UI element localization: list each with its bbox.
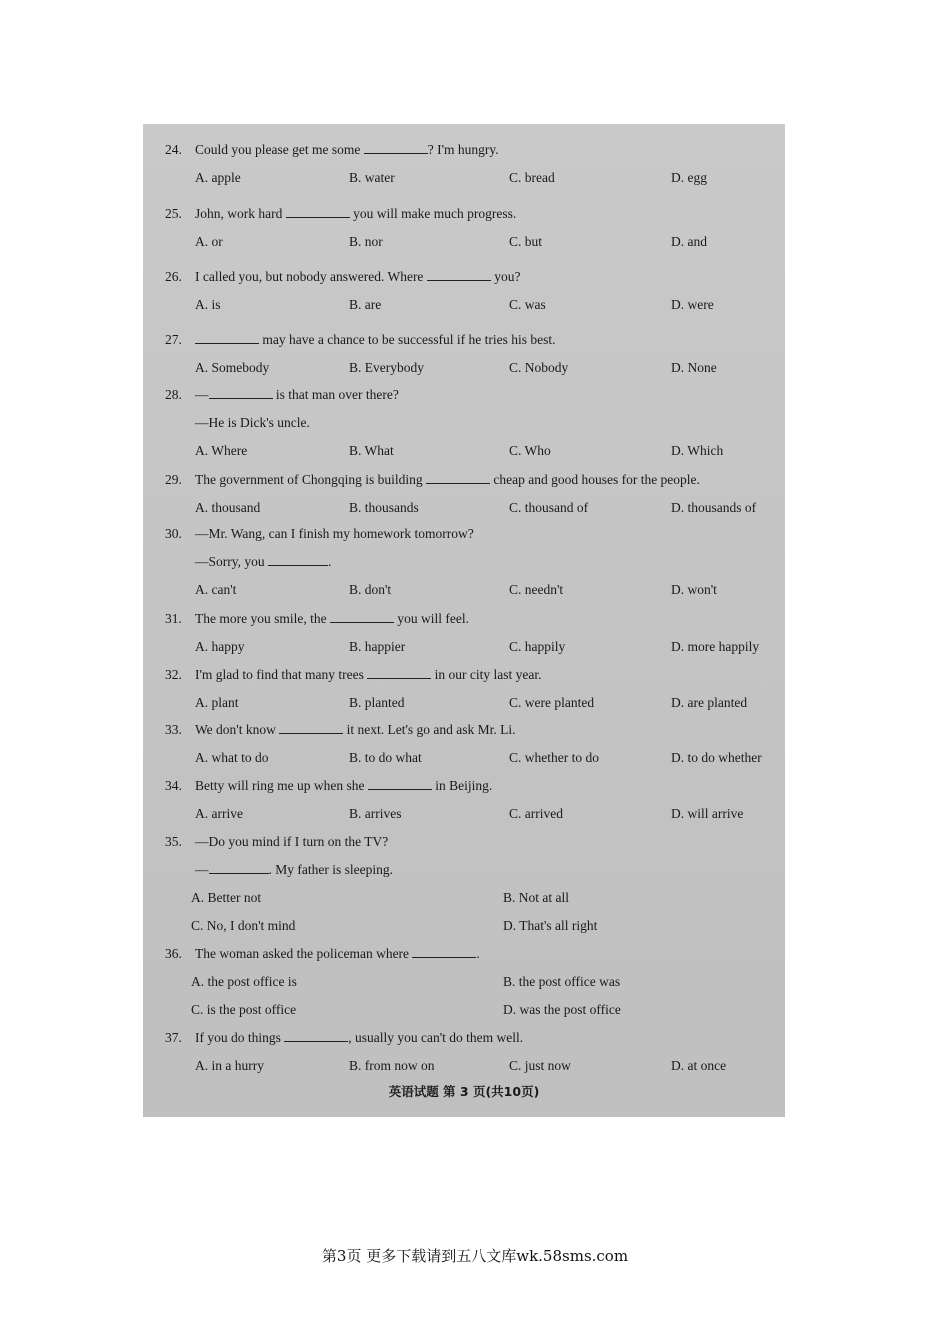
question-stem	[195, 778, 492, 794]
answer-blank[interactable]	[286, 206, 350, 218]
option-b[interactable]: B. What	[349, 443, 394, 458]
question-number: 31.	[165, 611, 182, 626]
option-d[interactable]: D. thousands of	[671, 500, 757, 515]
question-number: 36.	[165, 946, 182, 961]
reply-before: —	[195, 862, 209, 877]
question-number: 24.	[165, 142, 182, 157]
stem-before: —	[195, 387, 209, 402]
option-c[interactable]: C. Nobody	[509, 360, 569, 375]
option-c[interactable]: C. arrived	[509, 806, 563, 821]
question-stem	[195, 611, 469, 627]
option-a[interactable]: A. is	[195, 297, 221, 312]
option-a[interactable]: A. can't	[195, 582, 237, 597]
answer-blank[interactable]	[364, 142, 428, 154]
stem-after: in Beijing.	[431, 778, 493, 793]
download-footer: 第3页 更多下载请到五八文库wk.58sms.com	[321, 1247, 629, 1265]
question-number: 27.	[165, 332, 182, 347]
answer-blank[interactable]	[209, 862, 269, 874]
question-number: 35.	[165, 834, 182, 849]
answer-blank[interactable]	[209, 387, 273, 399]
stem-after: cheap and good houses for the people.	[489, 472, 700, 487]
answer-blank[interactable]	[367, 667, 431, 679]
stem-after: , usually you can't do them well.	[348, 1030, 524, 1045]
stem-before: I'm glad to find that many trees	[195, 667, 368, 682]
stem-before: The government of Chongqing is building	[195, 472, 426, 487]
question-stem	[195, 332, 556, 348]
option-a[interactable]: A. Better not	[191, 890, 262, 905]
reply-before: —Sorry, you	[195, 554, 268, 569]
option-c[interactable]: C. thousand of	[509, 500, 589, 515]
option-d[interactable]: D. to do whether	[671, 750, 762, 765]
reply-after: .	[328, 554, 332, 569]
option-c[interactable]: C. needn't	[509, 582, 564, 597]
answer-blank[interactable]	[268, 554, 328, 566]
question-stem	[195, 269, 520, 285]
option-b[interactable]: B. thousands	[349, 500, 419, 515]
option-d[interactable]: D. won't	[671, 582, 717, 597]
question-stem	[195, 667, 542, 683]
question-stem	[195, 206, 516, 222]
stem-after: you?	[490, 269, 521, 284]
option-b[interactable]: B. water	[349, 170, 395, 185]
option-d[interactable]: D. will arrive	[671, 806, 744, 821]
question-stem	[195, 722, 516, 738]
option-d[interactable]: D. and	[671, 234, 707, 249]
option-d[interactable]: D. was the post office	[503, 1002, 621, 1017]
option-d[interactable]: D. egg	[671, 170, 707, 185]
stem-after: .	[476, 946, 480, 961]
option-a[interactable]: A. what to do	[195, 750, 269, 765]
scanned-exam-page	[143, 124, 785, 1117]
option-d[interactable]: D. were	[671, 297, 714, 312]
option-d[interactable]: D. None	[671, 360, 717, 375]
option-d[interactable]: D. Which	[671, 443, 724, 458]
stem-after: it next. Let's go and ask Mr. Li.	[343, 722, 516, 737]
stem-before: Could you please get me some	[195, 142, 364, 157]
question-stem	[195, 472, 700, 488]
reply-after: . My father is sleeping.	[268, 862, 393, 877]
option-b[interactable]: B. planted	[349, 695, 405, 710]
option-c[interactable]: C. is the post office	[191, 1002, 297, 1017]
stem-before: The more you smile, the	[195, 611, 330, 626]
option-b[interactable]: B. nor	[349, 234, 383, 249]
answer-blank[interactable]	[195, 332, 259, 344]
stem-before: John, work hard	[195, 206, 286, 221]
option-c[interactable]: C. just now	[509, 1058, 571, 1073]
question-number: 26.	[165, 269, 182, 284]
stem-after: ? I'm hungry.	[427, 142, 499, 157]
option-a[interactable]: A. or	[195, 234, 223, 249]
question-number: 34.	[165, 778, 182, 793]
option-c[interactable]: C. bread	[509, 170, 555, 185]
question-stem	[195, 946, 480, 962]
reply-text	[195, 554, 331, 570]
option-b[interactable]: B. are	[349, 297, 382, 312]
question-number: 32.	[165, 667, 182, 682]
option-a[interactable]: A. apple	[195, 170, 241, 185]
option-d[interactable]: D. at once	[671, 1058, 727, 1073]
stem-after: in our city last year.	[431, 667, 542, 682]
option-a[interactable]: A. in a hurry	[195, 1058, 264, 1073]
option-a[interactable]: A. the post office is	[191, 974, 297, 989]
question-stem	[195, 526, 474, 542]
stem-after: is that man over there?	[272, 387, 399, 402]
option-d[interactable]: D. more happily	[671, 639, 760, 654]
option-a[interactable]: A. Where	[195, 443, 248, 458]
option-c[interactable]: C. happily	[509, 639, 566, 654]
option-c[interactable]: C. was	[509, 297, 546, 312]
option-b[interactable]: B. from now on	[349, 1058, 435, 1073]
stem-before: The woman asked the policeman where	[195, 946, 413, 961]
answer-blank[interactable]	[284, 1030, 348, 1042]
stem-before: —Mr. Wang, can I finish my homework tomorrow?	[195, 526, 474, 541]
question-stem	[195, 1030, 523, 1046]
question-stem	[195, 142, 499, 158]
stem-before: We don't know	[195, 722, 280, 737]
stem-after: you will make much progress.	[349, 206, 517, 221]
answer-blank[interactable]	[279, 722, 343, 734]
exam-page-footer: 英语试题 第 3 页(共10页)	[388, 1084, 540, 1099]
option-b[interactable]: B. don't	[349, 582, 392, 597]
option-b[interactable]: B. arrives	[349, 806, 402, 821]
question-number: 28.	[165, 387, 182, 402]
option-b[interactable]: B. Everybody	[349, 360, 424, 375]
question-stem	[195, 834, 388, 850]
reply-text	[195, 415, 310, 431]
option-d[interactable]: D. That's all right	[503, 918, 598, 933]
option-c[interactable]: C. were planted	[509, 695, 595, 710]
stem-before: If you do things	[195, 1030, 285, 1045]
option-a[interactable]: A. plant	[195, 695, 239, 710]
question-number: 33.	[165, 722, 182, 737]
option-d[interactable]: D. are planted	[671, 695, 748, 710]
option-b[interactable]: B. happier	[349, 639, 406, 654]
option-b[interactable]: B. Not at all	[503, 890, 569, 905]
question-number: 29.	[165, 472, 182, 487]
option-a[interactable]: A. happy	[195, 639, 245, 654]
option-b[interactable]: B. the post office was	[503, 974, 621, 989]
question-stem	[195, 387, 399, 403]
reply: —He is Dick's uncle.	[195, 415, 310, 430]
option-b[interactable]: B. to do what	[349, 750, 422, 765]
answer-blank[interactable]	[427, 269, 491, 281]
stem-before: I called you, but nobody answered. Where	[195, 269, 427, 284]
stem-after: may have a chance to be successful if he tries his best.	[259, 332, 556, 347]
question-number: 25.	[165, 206, 182, 221]
option-c[interactable]: C. whether to do	[509, 750, 599, 765]
answer-blank[interactable]	[368, 778, 432, 790]
option-a[interactable]: A. Somebody	[195, 360, 270, 375]
option-a[interactable]: A. arrive	[195, 806, 243, 821]
stem-before: Betty will ring me up when she	[195, 778, 368, 793]
option-c[interactable]: C. but	[509, 234, 543, 249]
question-number: 37.	[165, 1030, 182, 1045]
option-c[interactable]: C. Who	[509, 443, 551, 458]
answer-blank[interactable]	[426, 472, 490, 484]
reply-text	[195, 862, 393, 878]
answer-blank[interactable]	[330, 611, 394, 623]
answer-blank[interactable]	[412, 946, 476, 958]
stem-before: —Do you mind if I turn on the TV?	[195, 834, 389, 849]
option-c[interactable]: C. No, I don't mind	[191, 918, 296, 933]
option-a[interactable]: A. thousand	[195, 500, 261, 515]
question-number: 30.	[165, 526, 182, 541]
stem-after: you will feel.	[393, 611, 469, 626]
